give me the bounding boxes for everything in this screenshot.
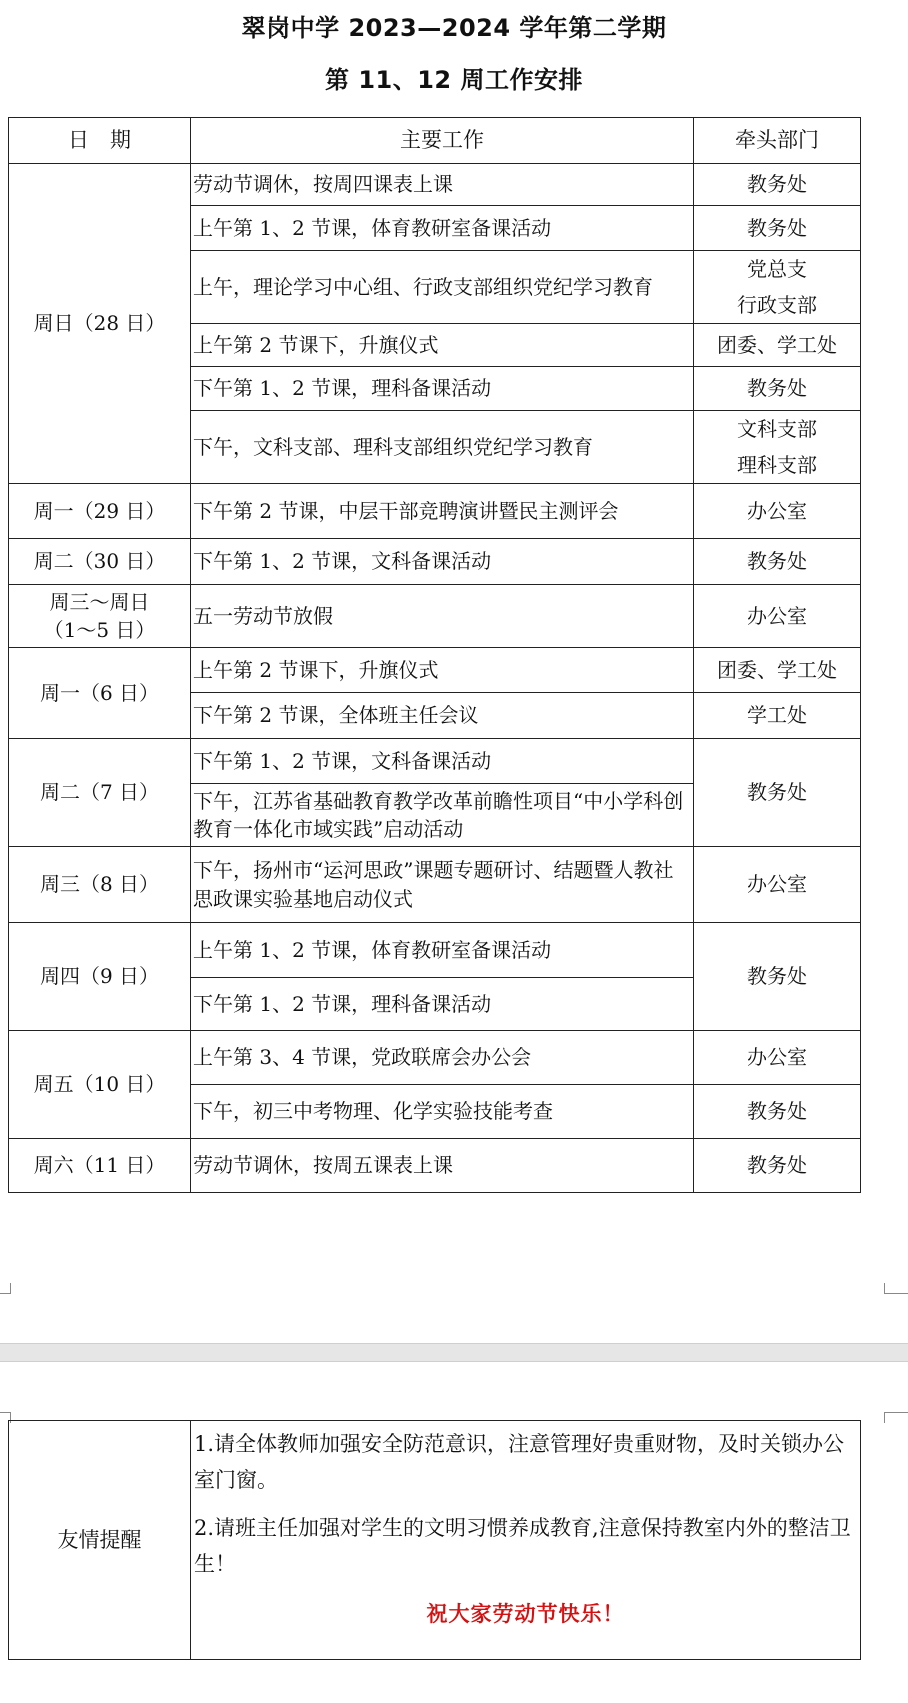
crop-mark: [884, 1412, 908, 1423]
document-title: 翠岗中学 2023—2024 学年第二学期: [241, 14, 667, 42]
dept-cell: 团委、学工处: [694, 648, 861, 693]
work-cell: 劳动节调休，按周五课表上课: [191, 1139, 694, 1193]
table-row: [9, 585, 861, 648]
dept-cell: 团委、学工处: [694, 324, 861, 367]
dept-cell: 教务处: [694, 923, 861, 1031]
reminder-content: [191, 1421, 861, 1660]
table-row: [9, 1031, 861, 1085]
dept-cell: [694, 411, 861, 484]
work-cell: 上午第 1、2 节课，体育教研室备课活动: [191, 206, 694, 251]
date-cell: [9, 585, 191, 648]
dept-cell: 教务处: [694, 206, 861, 251]
work-cell: 下午，扬州市“运河思政”课题专题研讨、结题暨人教社思政课实验基地启动仪式: [191, 847, 694, 923]
dept-cell: 办公室: [694, 847, 861, 923]
dept-cell: 办公室: [694, 1031, 861, 1085]
date-cell: 周二（30 日）: [9, 539, 191, 585]
work-cell: 上午，理论学习中心组、行政支部组织党纪学习教育: [191, 251, 694, 324]
table-row: [9, 923, 861, 978]
dept-cell: 办公室: [694, 484, 861, 539]
dept-cell: 教务处: [694, 739, 861, 847]
work-cell: 下午第 1、2 节课，文科备课活动: [191, 739, 694, 784]
work-cell: 上午第 1、2 节课，体育教研室备课活动: [191, 923, 694, 978]
table-row: [9, 1139, 861, 1193]
date-cell: 周一（6 日）: [9, 648, 191, 739]
header-date: 日 期: [9, 118, 191, 164]
table-row: [9, 739, 861, 784]
date-cell: 周四（9 日）: [9, 923, 191, 1031]
dept-line: 党总支: [747, 257, 807, 281]
date-cell: 周五（10 日）: [9, 1031, 191, 1139]
work-cell: 五一劳动节放假: [191, 585, 694, 648]
date-cell: 周一（29 日）: [9, 484, 191, 539]
table-header-row: [9, 118, 861, 164]
table-row: [9, 648, 861, 693]
date-cell: 周三（8 日）: [9, 847, 191, 923]
dept-cell: 教务处: [694, 367, 861, 411]
work-cell: 下午，文科支部、理科支部组织党纪学习教育: [191, 411, 694, 484]
table-row: [9, 847, 861, 923]
dept-cell: 办公室: [694, 585, 861, 648]
reminder-label: 友情提醒: [9, 1421, 191, 1660]
table-row: [9, 164, 861, 206]
date-line: 周三～周日: [49, 589, 150, 614]
work-cell: 劳动节调休，按周四课表上课: [191, 164, 694, 206]
dept-cell: 学工处: [694, 693, 861, 739]
work-cell: 下午第 1、2 节课，文科备课活动: [191, 539, 694, 585]
reminder-table: [8, 1420, 861, 1660]
dept-line: 理科支部: [737, 453, 817, 477]
work-cell: 下午第 2 节课，全体班主任会议: [191, 693, 694, 739]
work-cell: 下午第 1、2 节课，理科备课活动: [191, 978, 694, 1031]
work-cell: 上午第 2 节课下，升旗仪式: [191, 324, 694, 367]
date-cell: 周日（28 日）: [9, 164, 191, 484]
reminder-item: 1.请全体教师加强安全防范意识，注意管理好贵重财物，及时关锁办公室门窗。: [194, 1432, 845, 1493]
holiday-wish: 祝大家劳动节快乐！: [426, 1601, 625, 1627]
date-cell: 周二（7 日）: [9, 739, 191, 847]
page-break-gap: [0, 1343, 908, 1362]
work-cell: 下午，江苏省基础教育教学改革前瞻性项目“中小学科创教育一体化市域实践”启动活动: [191, 784, 694, 847]
work-cell: 上午第 2 节课下，升旗仪式: [191, 648, 694, 693]
dept-cell: [694, 251, 861, 324]
schedule-table: [8, 117, 861, 1193]
dept-cell: 教务处: [694, 539, 861, 585]
dept-line: 文科支部: [737, 417, 817, 441]
table-row: [9, 539, 861, 585]
work-cell: 下午第 2 节课，中层干部竞聘演讲暨民主测评会: [191, 484, 694, 539]
crop-mark: [0, 1283, 11, 1294]
table-row: [9, 484, 861, 539]
header-work: 主要工作: [191, 118, 694, 164]
dept-cell: 教务处: [694, 1139, 861, 1193]
work-cell: 下午，初三中考物理、化学实验技能考查: [191, 1085, 694, 1139]
reminder-item: 2.请班主任加强对学生的文明习惯养成教育,注意保持教室内外的整洁卫生！: [194, 1516, 851, 1577]
work-cell: 上午第 3、4 节课，党政联席会办公会: [191, 1031, 694, 1085]
dept-cell: 教务处: [694, 1085, 861, 1139]
date-cell: 周六（11 日）: [9, 1139, 191, 1193]
header-dept: 牵头部门: [694, 118, 861, 164]
dept-line: 行政支部: [737, 293, 817, 317]
document-subtitle: 第 11、12 周工作安排: [324, 66, 583, 94]
dept-cell: 教务处: [694, 164, 861, 206]
work-cell: 下午第 1、2 节课，理科备课活动: [191, 367, 694, 411]
date-line: （1～5 日）: [43, 618, 156, 642]
crop-mark: [884, 1283, 908, 1294]
